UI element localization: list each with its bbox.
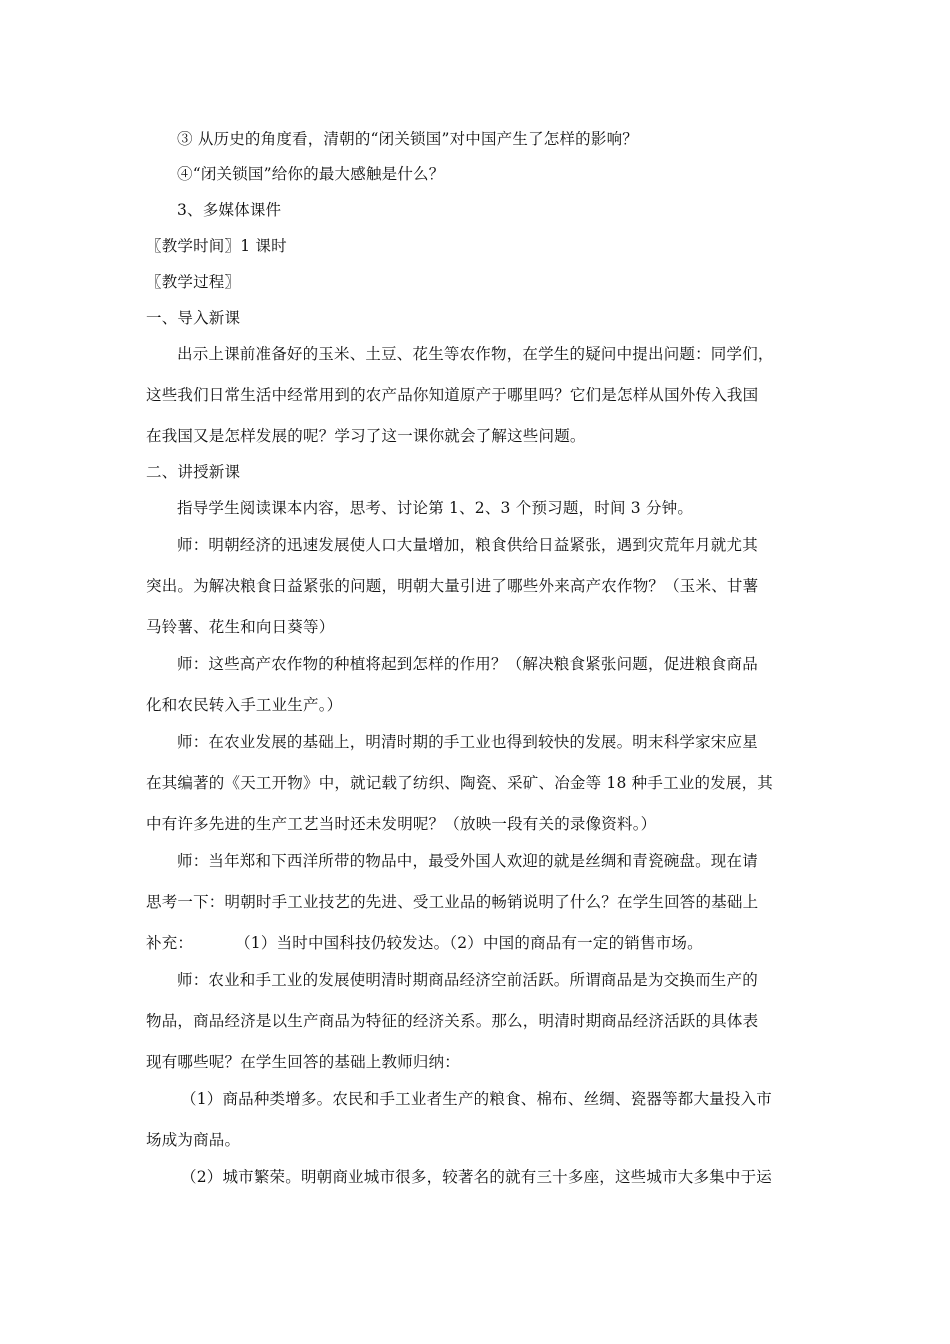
text-line: 物品，商品经济是以生产商品为特征的经济关系。那么，明清时期商品经济活跃的具体表 [146,1012,759,1030]
section-label: 〖教学时间〗1 课时 [146,237,287,255]
text-line: 现有哪些呢？在学生回答的基础上教师归纳： [146,1053,461,1071]
text-line: 马铃薯、花生和向日葵等） [146,618,335,636]
text-line: 思考一下：明朝时手工业技艺的先进、受工业品的畅销说明了什么？在学生回答的基础上 [146,893,759,911]
text-line: ③ 从历史的角度看，清朝的“闭关锁国”对中国产生了怎样的影响？ [177,130,638,148]
section-heading: 一、导入新课 [146,309,241,327]
text-line: 中有许多先进的生产工艺当时还未发明呢？（放映一段有关的录像资料。） [146,815,657,833]
text-line [146,933,810,953]
text-line: （2）城市繁荣。明朝商业城市很多，较著名的就有三十多座，这些城市大多集中于运 [181,1168,772,1186]
text-line: 场成为商品。 [146,1131,241,1149]
text-line: 师：当年郑和下西洋所带的物品中，最受外国人欢迎的就是丝绸和青瓷碗盘。现在请 [177,852,758,870]
text-line: 在其编著的《天工开物》中，就记载了纺织、陶瓷、采矿、冶金等 18 种手工业的发展，其 [146,774,773,792]
section-label: 〖教学过程〗 [146,273,241,291]
text-line: 师：这些高产农作物的种植将起到怎样的作用？（解决粮食紧张问题，促进粮食商品 [177,655,758,673]
text-fragment: （1）当时中国科技仍较发达。（2）中国的商品有一定的销售市场。 [235,934,703,952]
text-line: 师：农业和手工业的发展使明清时期商品经济空前活跃。所谓商品是为交换而生产的 [177,971,758,989]
text-fragment: 补充： [146,934,194,952]
text-line: 在我国又是怎样发展的呢？学习了这一课你就会了解这些问题。 [146,427,586,445]
text-line: 指导学生阅读课本内容，思考、讨论第 1、2、3 个预习题，时间 3 分钟。 [177,499,694,517]
text-line: 3、多媒体课件 [177,201,282,219]
text-line: 这些我们日常生活中经常用到的农产品你知道原产于哪里吗？它们是怎样从国外传入我国 [146,386,759,404]
text-line: 师：明朝经济的迅速发展使人口大量增加，粮食供给日益紧张，遇到灾荒年月就尤其 [177,536,758,554]
text-line: 师：在农业发展的基础上，明清时期的手工业也得到较快的发展。明末科学家宋应星 [177,733,758,751]
section-heading: 二、讲授新课 [146,463,241,481]
text-line: ④“闭关锁国”给你的最大感触是什么？ [177,165,445,183]
text-line: （1）商品种类增多。农民和手工业者生产的粮食、棉布、丝绸、瓷器等都大量投入市 [181,1090,772,1108]
text-line: 化和农民转入手工业生产。） [146,696,343,714]
text-line: 出示上课前准备好的玉米、土豆、花生等农作物，在学生的疑问中提出问题：同学们， [177,345,774,363]
text-line: 突出。为解决粮食日益紧张的问题，明朝大量引进了哪些外来高产农作物？（玉米、甘薯 [146,577,759,595]
